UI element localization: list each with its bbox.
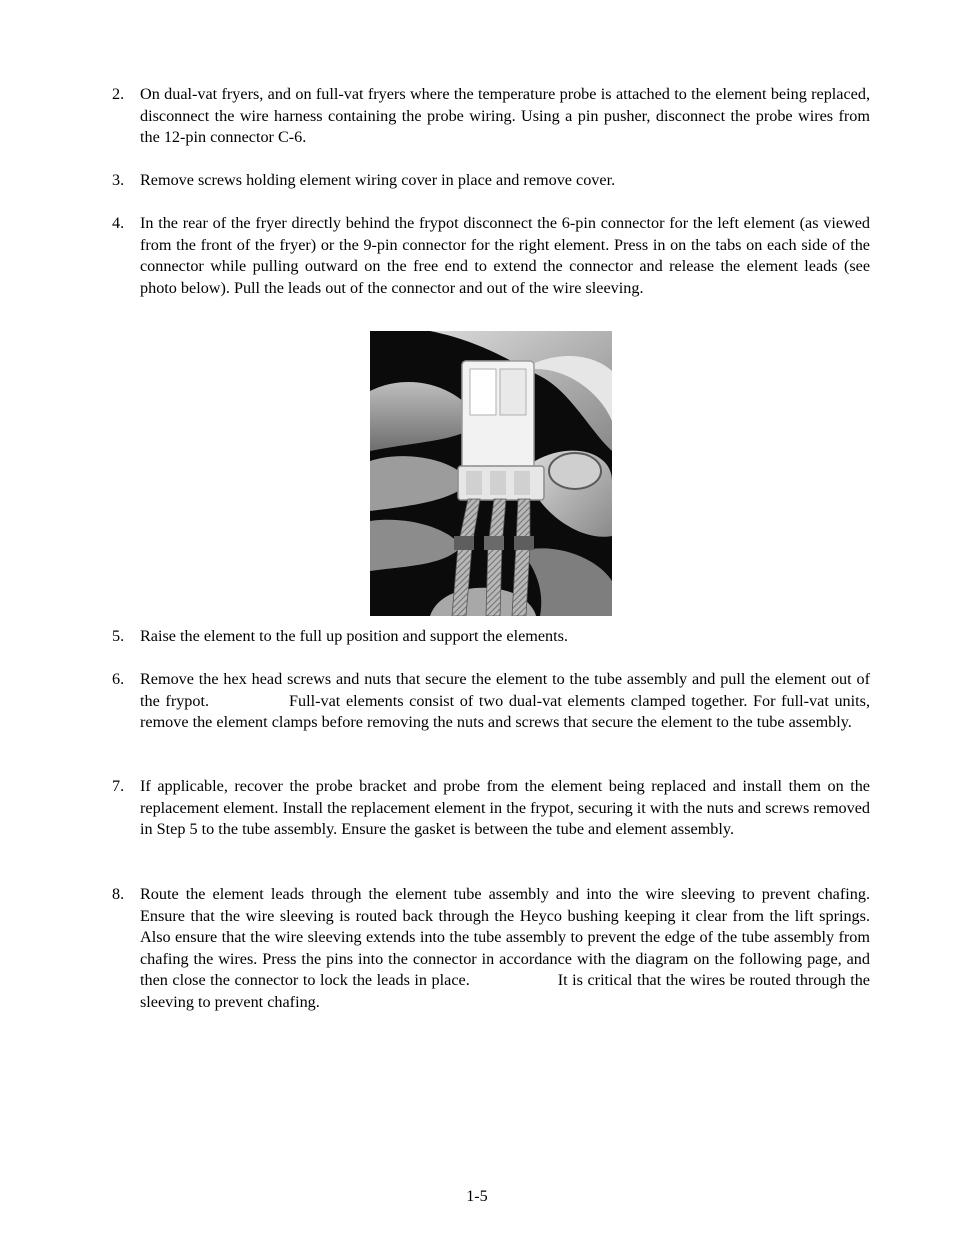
step-number: 5. — [112, 627, 125, 645]
step-text-main: Remove the hex head screws and nuts that secure the element to the tube assembly and pull the element out of the frypot. — [140, 670, 870, 710]
step-text: Raise the element to the full up position and support the elements. — [140, 627, 568, 645]
step-text: On dual-vat fryers, and on full-vat fryers where the temperature probe is attached to the element being replaced, disconnect the wire harness containing the probe wiring. Using a pin pusher, disconnect the probe wires from the 12-pin connector C-6. — [140, 85, 870, 147]
connector-photo — [370, 331, 612, 616]
step-4 — [112, 213, 870, 299]
step-text: Remove screws holding element wiring cover in place and remove cover. — [140, 171, 616, 189]
connector-photo-illustration — [370, 331, 612, 616]
step-number: 6. — [112, 670, 125, 688]
step-text-note: Full-vat elements consist of two dual-vat elements clamped together. For full-vat units, remove the element clamps before removing the nuts and screws that secure the element to the tube assembly. — [140, 691, 870, 732]
step-8 — [112, 884, 870, 1014]
step-text: If applicable, recover the probe bracket and probe from the element being replaced and install them on the replacement element. Install the replacement element in the frypot, securing it with the nuts and screws removed in Step 5 to the tube assembly. Ensure the gasket is between the tube and element assembly. — [140, 777, 870, 839]
step-2 — [112, 84, 870, 149]
page-number: 1-5 — [466, 1187, 488, 1205]
step-text — [140, 669, 870, 734]
step-number: 4. — [112, 214, 125, 232]
step-text — [140, 884, 870, 1014]
step-3 — [112, 170, 870, 192]
step-number: 7. — [112, 777, 125, 795]
step-text-main: Route the element leads through the element tube assembly and into the wire sleeving to prevent chafing. Ensure that the wire sleeving is routed back through the Heyco bushing keeping it clear from the lift springs. Also ensure that the wire sleeving extends into the tube assembly to prevent the edge of the tube assembly from chafing the wires. Press the pins into the connector in accordance with the diagram on the following page, and then close the connector to lock the leads in place. — [140, 885, 870, 990]
step-7 — [112, 776, 870, 841]
step-number: 2. — [112, 85, 125, 103]
step-number: 3. — [112, 171, 125, 189]
step-text-note: It is critical that the wires be routed through the sleeving to prevent chafing. — [140, 971, 870, 1011]
step-text: In the rear of the fryer directly behind the frypot disconnect the 6-pin connector for the left element (as viewed from the front of the fryer) or the 9-pin connector for the right element. Press in on the tabs on each side of the connector while pulling outward on the free end to extend the connector and release the element leads (see photo below). Pull the leads out of the connector and out of the wire sleeving. — [140, 214, 870, 297]
step-5 — [112, 626, 870, 648]
step-6 — [112, 669, 870, 734]
step-number: 8. — [112, 885, 125, 903]
